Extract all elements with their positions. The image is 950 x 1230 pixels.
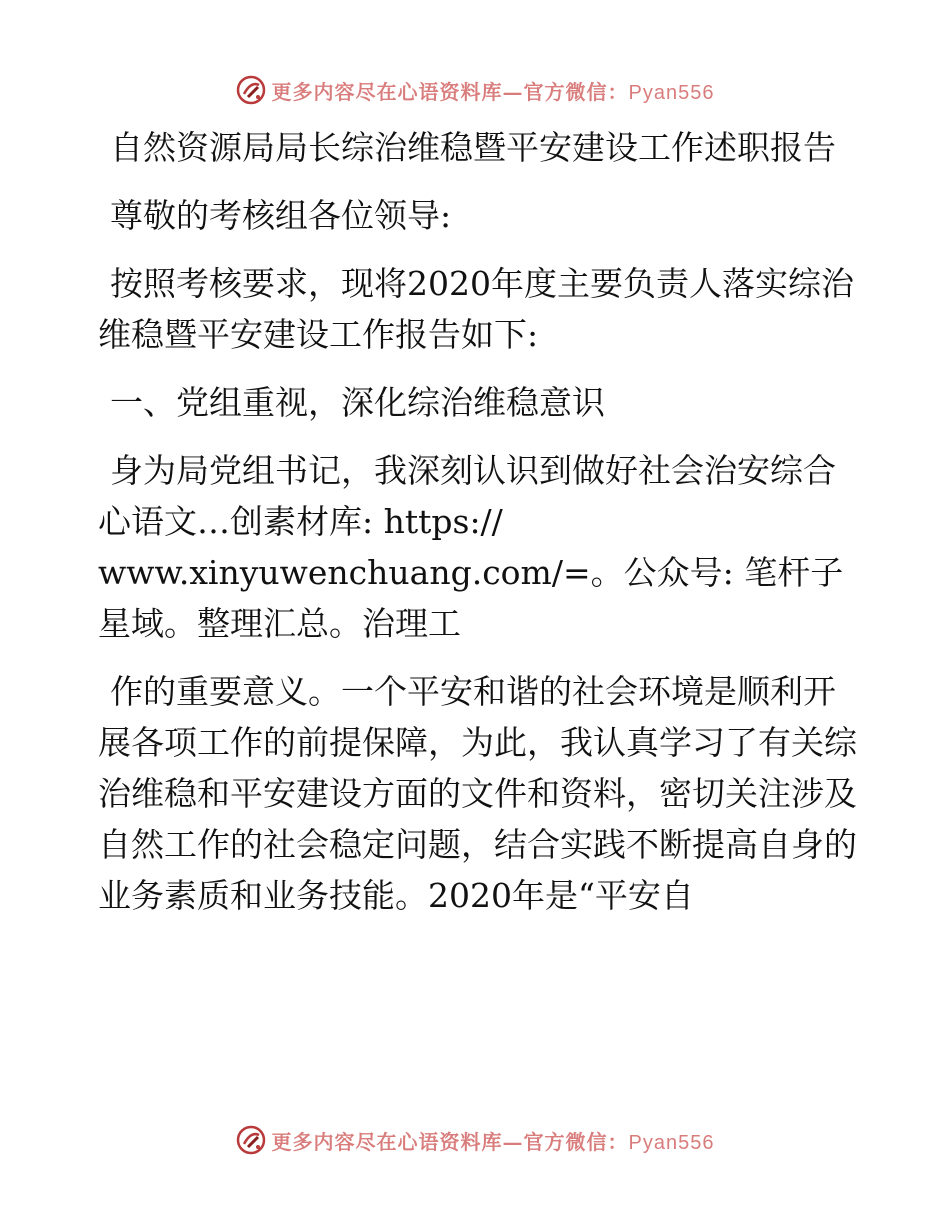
document-title: 自然资源局局长综治维稳暨平安建设工作述职报告 xyxy=(110,128,836,167)
footer-banner xyxy=(0,1120,950,1160)
salutation: 尊敬的考核组各位领导: xyxy=(110,196,452,235)
intro-paragraph: 按照考核要求，现将2020年度主要负责人落实综治维稳暨平安建设工作报告如下: xyxy=(98,264,854,354)
footer-banner-text xyxy=(272,1126,715,1155)
brand-logo-icon xyxy=(236,75,266,105)
header-banner-text xyxy=(272,76,715,105)
header-banner xyxy=(0,70,950,110)
header-banner-label: 更多内容尽在心语资料库—官方微信： xyxy=(271,79,629,104)
body-paragraph: 作的重要意义。一个平安和谐的社会环境是顺利开展各项工作的前提保障，为此，我认真学习了有关综治维稳和平安建设方面的文件和资料，密切关注涉及自然工作的社会稳定问题，结合实践不断提高自身的业务素质和业务技能。2020年是“平安自 xyxy=(98,672,857,915)
footer-wechat-id: Pyan556 xyxy=(628,1131,715,1154)
document-body xyxy=(98,122,858,938)
footer-banner-label: 更多内容尽在心语资料库—官方微信： xyxy=(271,1129,629,1154)
body-paragraph: 身为局党组书记，我深刻认识到做好社会治安综合心语文…创素材库: https:// www.xinyuwenchuang.com/=。公众号: 笔杆子星域。整理汇总。治理工 xyxy=(98,451,844,643)
header-wechat-id: Pyan556 xyxy=(628,81,715,104)
section-heading: 一、党组重视，深化综治维稳意识 xyxy=(110,383,605,422)
brand-logo-icon xyxy=(236,1125,266,1155)
